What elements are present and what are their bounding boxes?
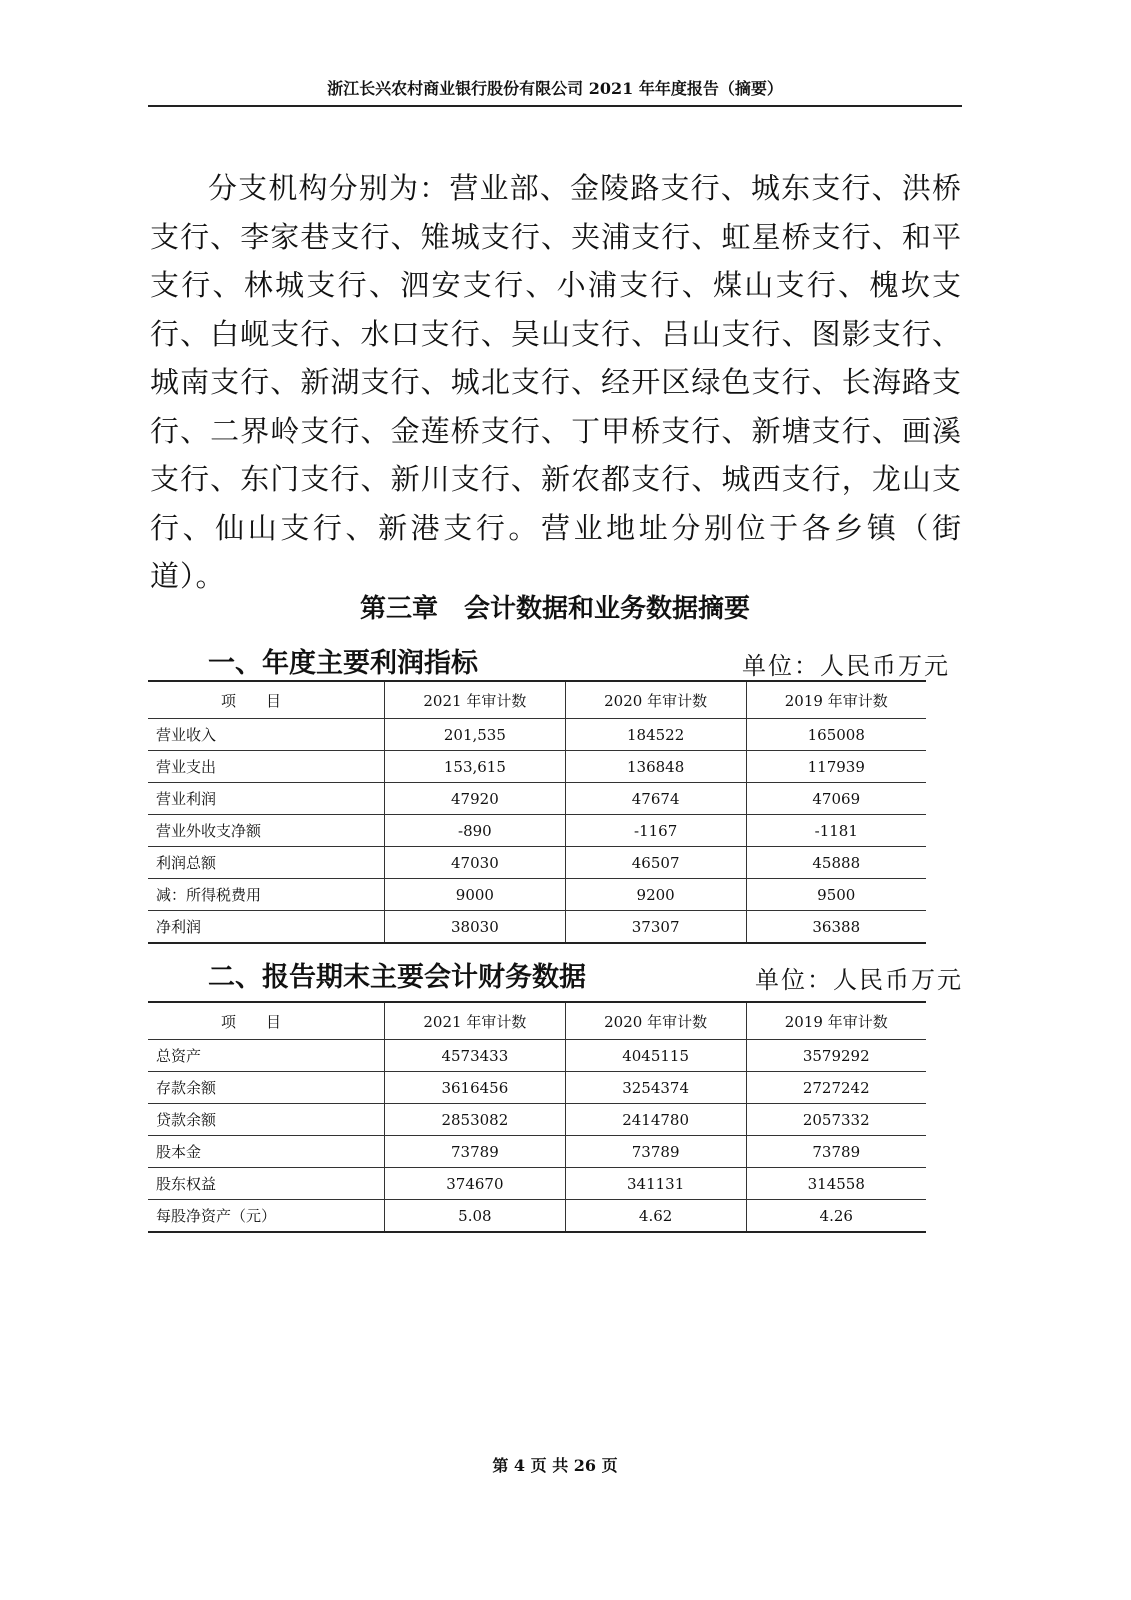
section-2-title: 二、报告期末主要会计财务数据: [208, 962, 586, 993]
table-row: [148, 719, 926, 751]
table-row: [148, 751, 926, 783]
chapter-title: 第三章 会计数据和业务数据摘要: [359, 594, 750, 624]
value-2020: 46507: [565, 847, 746, 879]
row-label: 营业利润: [148, 783, 385, 815]
value-2020: 136848: [565, 751, 746, 783]
row-label: 存款余额: [148, 1072, 385, 1104]
value-2021: 47030: [385, 847, 566, 879]
value-2019: 4.26: [746, 1200, 926, 1233]
branch-list-paragraph: 分支机构分别为：营业部、金陵路支行、城东支行、洪桥支行、李家巷支行、雉城支行、夹浦支行、虹星桥支行、和平支行、林城支行、泗安支行、小浦支行、煤山支行、槐坎支行、白岘支行、水口支行、吴山支行、吕山支行、图影支行、城南支行、新湖支行、城北支行、经开区绿色支行、长海路支行、二界岭支行、金莲桥支行、丁甲桥支行、新塘支行、画溪支行、东门支行、新川支行、新农都支行、城西支行，龙山支行、仙山支行、新港支行。营业地址分别位于各乡镇（街道）。: [150, 171, 962, 593]
table-row: [148, 1168, 926, 1200]
value-2021: -890: [385, 815, 566, 847]
value-2020: 184522: [565, 719, 746, 751]
column-header-2021: 2021 年审计数: [385, 681, 566, 719]
row-label: 营业外收支净额: [148, 815, 385, 847]
table-row: [148, 911, 926, 944]
value-2019: 73789: [746, 1136, 926, 1168]
value-2020: -1167: [565, 815, 746, 847]
table-row: [148, 815, 926, 847]
value-2021: 4573433: [385, 1040, 566, 1072]
value-2020: 47674: [565, 783, 746, 815]
value-2021: 38030: [385, 911, 566, 944]
table-row: [148, 1104, 926, 1136]
table-row: [148, 783, 926, 815]
value-2021: 2853082: [385, 1104, 566, 1136]
value-2019: 36388: [746, 911, 926, 944]
column-header-2020: 2020 年审计数: [565, 1002, 746, 1040]
section-1-unit: 单位：人民币万元: [742, 652, 950, 680]
value-2019: 2057332: [746, 1104, 926, 1136]
row-label: 利润总额: [148, 847, 385, 879]
value-2019: 314558: [746, 1168, 926, 1200]
value-2020: 4.62: [565, 1200, 746, 1233]
value-2019: -1181: [746, 815, 926, 847]
row-label: 股本金: [148, 1136, 385, 1168]
value-2020: 341131: [565, 1168, 746, 1200]
row-label: 贷款余额: [148, 1104, 385, 1136]
column-header-item: 项目: [148, 681, 385, 719]
row-label: 股东权益: [148, 1168, 385, 1200]
row-label: 营业收入: [148, 719, 385, 751]
value-2020: 73789: [565, 1136, 746, 1168]
table-header-row: [148, 681, 926, 719]
profit-indicators-table: [148, 680, 926, 944]
table-row: [148, 1200, 926, 1233]
value-2021: 201,535: [385, 719, 566, 751]
column-header-2019: 2019 年审计数: [746, 1002, 926, 1040]
value-2019: 45888: [746, 847, 926, 879]
column-header-2021: 2021 年审计数: [385, 1002, 566, 1040]
column-header-item: 项目: [148, 1002, 385, 1040]
value-2021: 73789: [385, 1136, 566, 1168]
table-row: [148, 879, 926, 911]
column-header-2020: 2020 年审计数: [565, 681, 746, 719]
table-header-row: [148, 1002, 926, 1040]
row-label: 减：所得税费用: [148, 879, 385, 911]
value-2021: 374670: [385, 1168, 566, 1200]
value-2019: 2727242: [746, 1072, 926, 1104]
financial-data-table: [148, 1001, 926, 1233]
table-row: [148, 847, 926, 879]
row-label: 总资产: [148, 1040, 385, 1072]
report-header: 浙江长兴农村商业银行股份有限公司 2021 年年度报告（摘要）: [148, 76, 962, 107]
value-2020: 3254374: [565, 1072, 746, 1104]
row-label: 净利润: [148, 911, 385, 944]
row-label: 每股净资产（元）: [148, 1200, 385, 1233]
value-2021: 47920: [385, 783, 566, 815]
page-number: 第 4 页 共 26 页: [492, 1456, 618, 1475]
value-2020: 37307: [565, 911, 746, 944]
value-2020: 9200: [565, 879, 746, 911]
table-row: [148, 1040, 926, 1072]
value-2020: 2414780: [565, 1104, 746, 1136]
table-row: [148, 1136, 926, 1168]
value-2020: 4045115: [565, 1040, 746, 1072]
value-2019: 9500: [746, 879, 926, 911]
value-2019: 47069: [746, 783, 926, 815]
section-2-unit: 单位：人民币万元: [755, 966, 963, 994]
value-2021: 9000: [385, 879, 566, 911]
row-label: 营业支出: [148, 751, 385, 783]
value-2019: 165008: [746, 719, 926, 751]
value-2021: 3616456: [385, 1072, 566, 1104]
column-header-2019: 2019 年审计数: [746, 681, 926, 719]
section-1-title: 一、年度主要利润指标: [208, 648, 478, 679]
table-row: [148, 1072, 926, 1104]
value-2019: 117939: [746, 751, 926, 783]
value-2021: 153,615: [385, 751, 566, 783]
value-2021: 5.08: [385, 1200, 566, 1233]
value-2019: 3579292: [746, 1040, 926, 1072]
